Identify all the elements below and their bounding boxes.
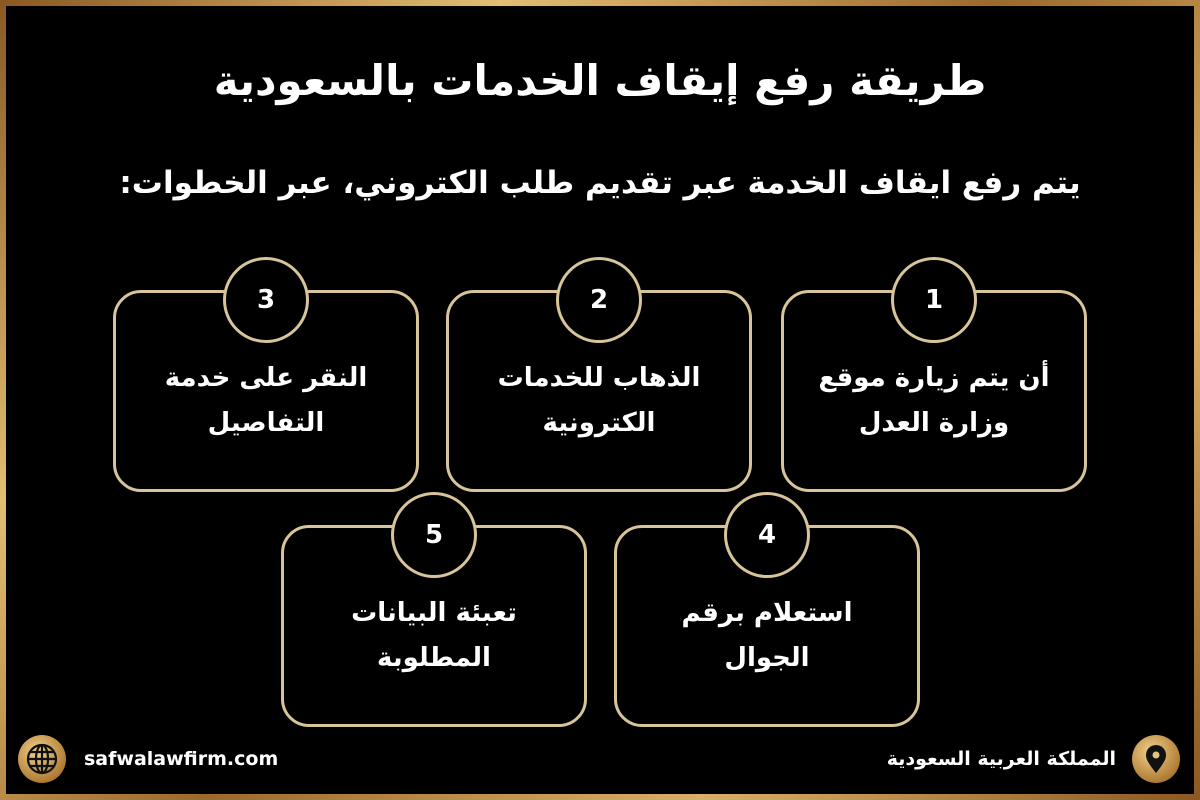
step-text: أن يتم زيارة موقع وزارة العدل [818,363,1050,438]
step-text: الذهاب للخدمات الكترونية [497,363,701,438]
step-number: 3 [223,257,309,343]
footer-website [18,735,278,783]
step-text: استعلام برقم الجوال [681,598,853,673]
subtitle: يتم رفع ايقاف الخدمة عبر تقديم طلب الكتروني، عبر الخطوات: [119,165,1081,201]
step-number: 1 [891,257,977,343]
footer-location [887,735,1180,783]
step-card-3 [113,285,419,492]
step-text: تعبئة البيانات المطلوبة [351,598,517,673]
globe-icon [18,735,66,783]
step-number: 4 [724,492,810,578]
website-link[interactable]: safwalawfirm.com [84,748,279,770]
step-text: النقر على خدمة التفاصيل [164,363,368,438]
step-number: 5 [391,492,477,578]
location-pin-icon [1132,735,1180,783]
step-card-4 [614,520,920,727]
page-title: طريقة رفع إيقاف الخدمات بالسعودية [213,56,987,105]
step-card-5 [281,520,587,727]
step-card-1 [781,285,1087,492]
location-text: المملكة العربية السعودية [886,748,1116,770]
step-number: 2 [556,257,642,343]
step-card-2 [446,285,752,492]
